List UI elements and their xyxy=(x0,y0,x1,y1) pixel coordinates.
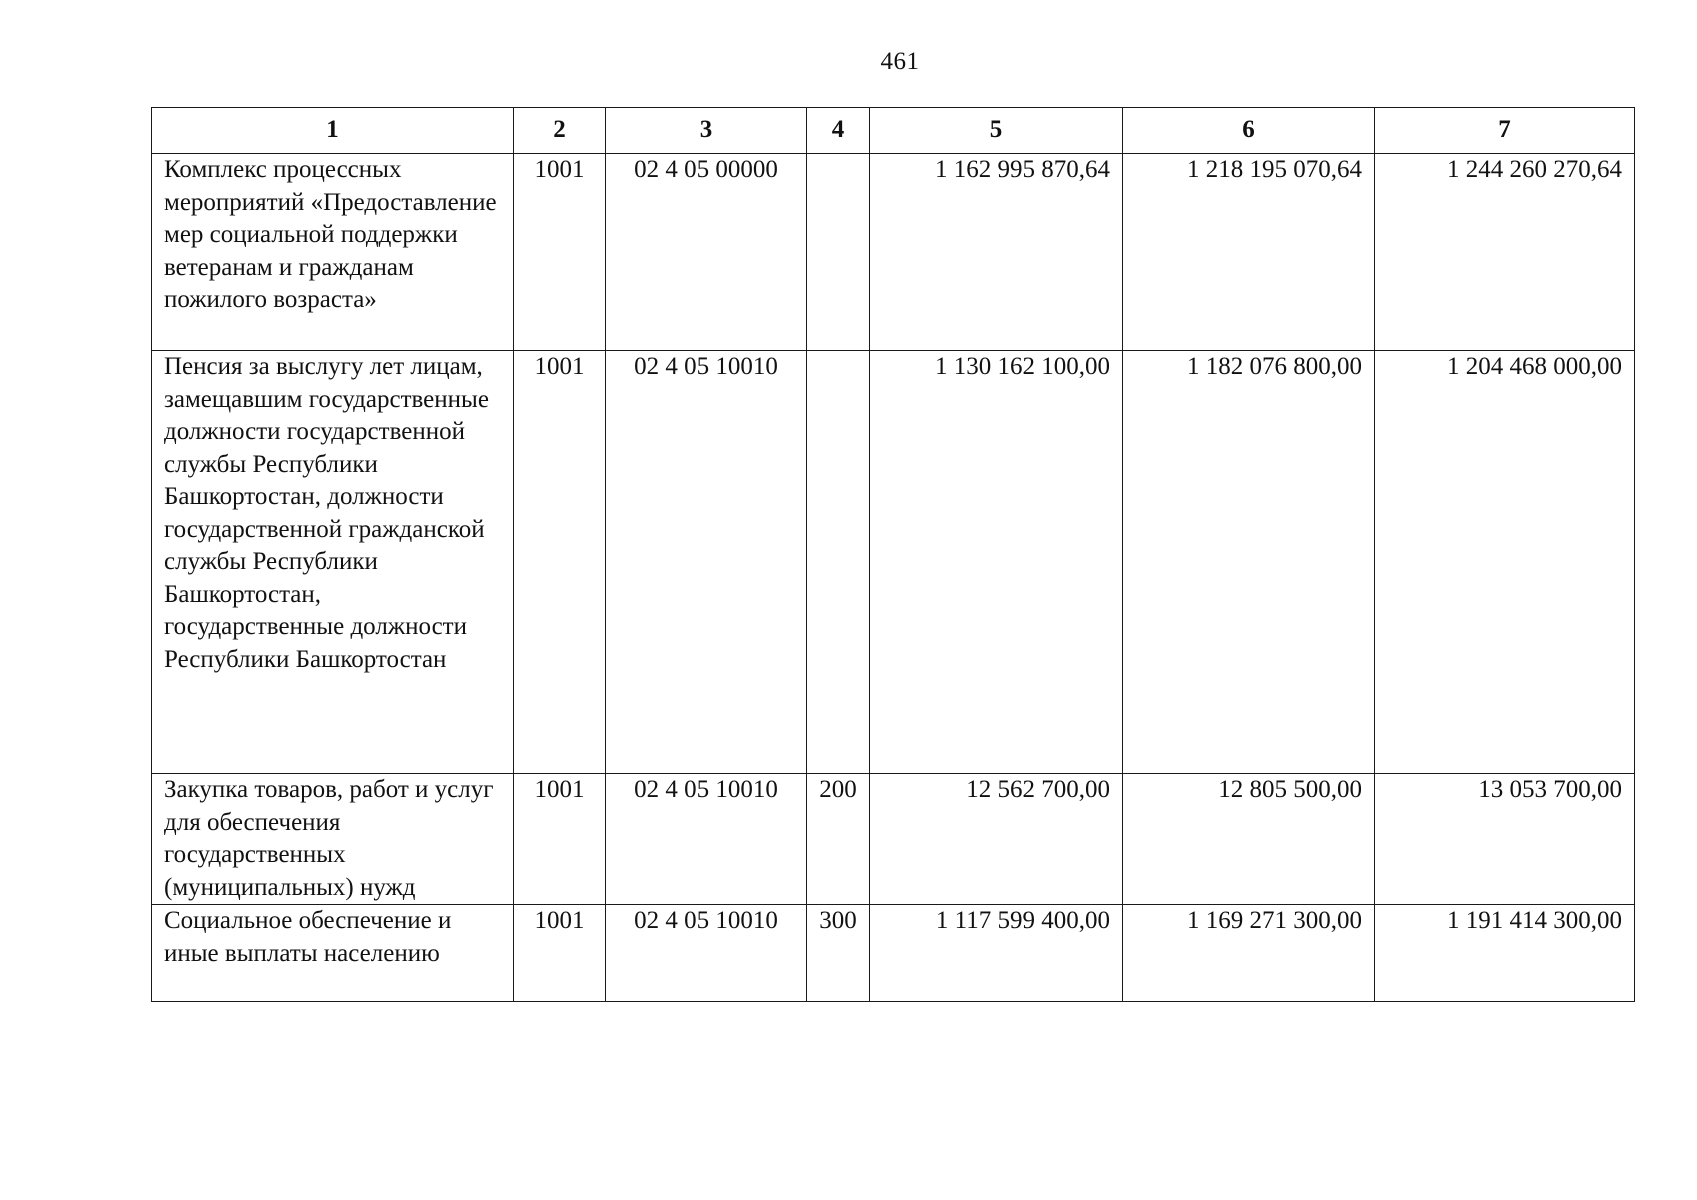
section-code: 1001 xyxy=(514,351,606,774)
column-header: 7 xyxy=(1375,108,1635,154)
target-code: 02 4 05 10010 xyxy=(606,351,807,774)
amount-col-7: 13 053 700,00 xyxy=(1375,774,1635,905)
table-row xyxy=(152,905,1635,1002)
amount-col-6: 1 169 271 300,00 xyxy=(1123,905,1375,1002)
table-row xyxy=(152,774,1635,905)
column-header: 6 xyxy=(1123,108,1375,154)
row-name: Комплекс процессных мероприятий «Предоставление мер социальной поддержки ветеранам и гражданам пожилого возраста» xyxy=(152,154,514,351)
amount-col-5: 1 117 599 400,00 xyxy=(870,905,1123,1002)
budget-table xyxy=(151,107,1635,1002)
target-code: 02 4 05 10010 xyxy=(606,774,807,905)
amount-col-6: 12 805 500,00 xyxy=(1123,774,1375,905)
target-code: 02 4 05 00000 xyxy=(606,154,807,351)
amount-col-5: 1 162 995 870,64 xyxy=(870,154,1123,351)
column-header: 4 xyxy=(807,108,870,154)
column-header: 3 xyxy=(606,108,807,154)
amount-col-7: 1 244 260 270,64 xyxy=(1375,154,1635,351)
section-code: 1001 xyxy=(514,905,606,1002)
section-code: 1001 xyxy=(514,154,606,351)
column-header: 2 xyxy=(514,108,606,154)
expense-type-code xyxy=(807,351,870,774)
expense-type-code xyxy=(807,154,870,351)
header-row xyxy=(152,108,1635,154)
section-code: 1001 xyxy=(514,774,606,905)
table-row xyxy=(152,154,1635,351)
expense-type-code: 300 xyxy=(807,905,870,1002)
amount-col-7: 1 191 414 300,00 xyxy=(1375,905,1635,1002)
amount-col-5: 12 562 700,00 xyxy=(870,774,1123,905)
target-code: 02 4 05 10010 xyxy=(606,905,807,1002)
row-name: Социальное обеспечение и иные выплаты населению xyxy=(152,905,514,1002)
row-name: Закупка товаров, работ и услуг для обеспечения государственных (муниципальных) нужд xyxy=(152,774,514,905)
expense-type-code: 200 xyxy=(807,774,870,905)
amount-col-6: 1 182 076 800,00 xyxy=(1123,351,1375,774)
amount-col-7: 1 204 468 000,00 xyxy=(1375,351,1635,774)
amount-col-6: 1 218 195 070,64 xyxy=(1123,154,1375,351)
column-header: 5 xyxy=(870,108,1123,154)
table-row xyxy=(152,351,1635,774)
amount-col-5: 1 130 162 100,00 xyxy=(870,351,1123,774)
page-number: 461 xyxy=(880,48,920,75)
row-name: Пенсия за выслугу лет лицам, замещавшим государственные должности государственной службы Республики Башкортостан, должности государственной гражданской службы Республики Башкортостан, государственные должности Республики Башкортостан xyxy=(152,351,514,774)
column-header: 1 xyxy=(152,108,514,154)
